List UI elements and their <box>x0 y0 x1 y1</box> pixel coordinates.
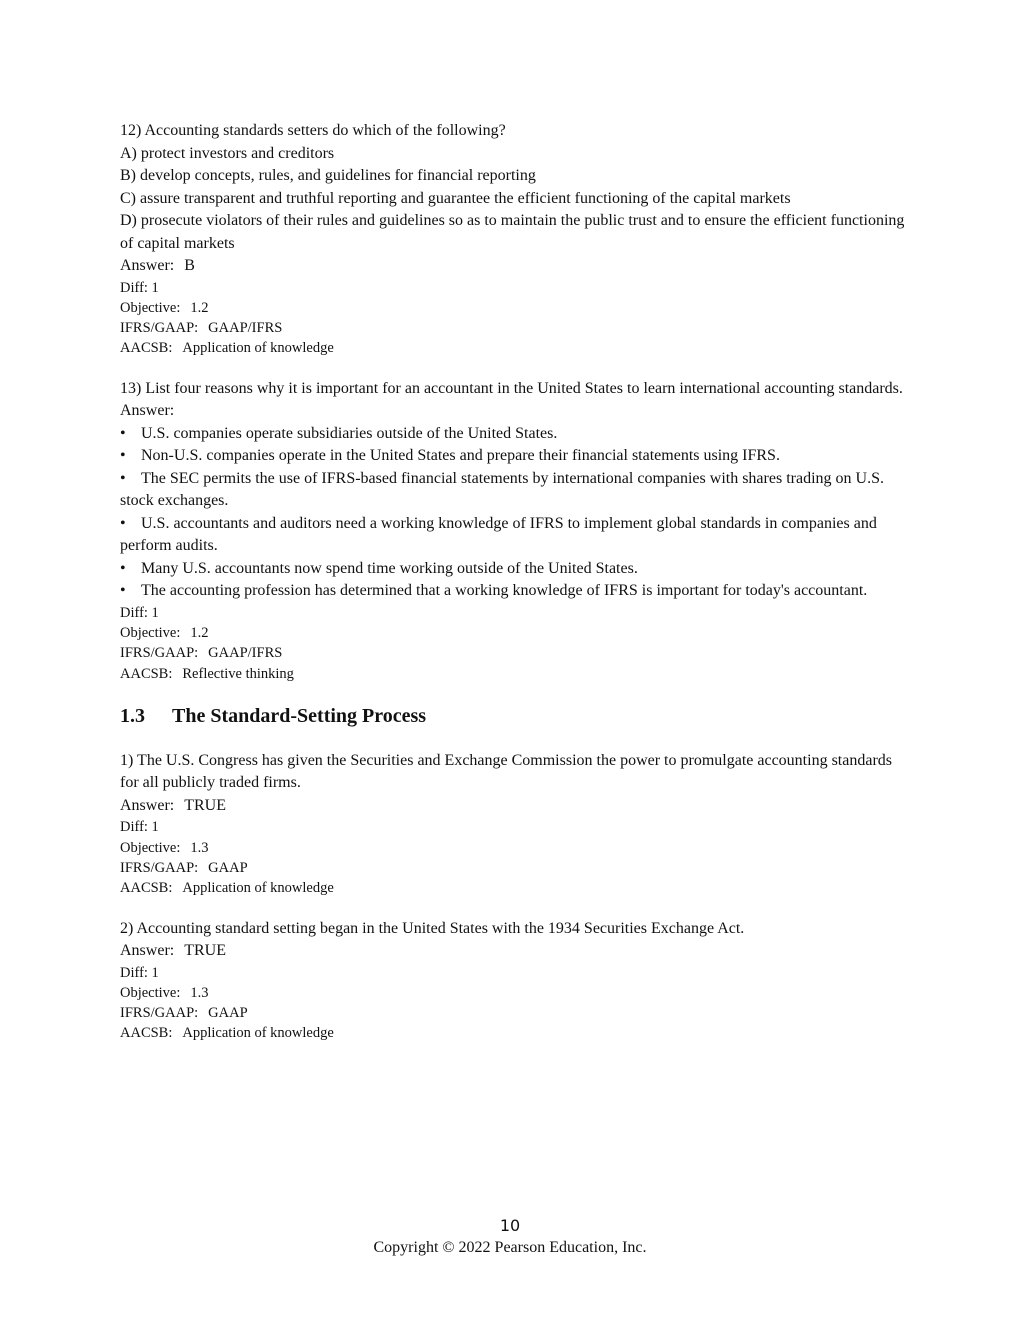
answer-value: TRUE <box>184 796 226 814</box>
objective-line <box>120 298 910 318</box>
option-d: D) prosecute violators of their rules and guidelines so as to maintain the public trust and to ensure the efficient functioning of capital markets <box>120 212 905 252</box>
answer-value: TRUE <box>184 942 226 960</box>
ifrs-gaap-label: IFRS/GAAP: <box>120 320 199 337</box>
diff-line: Diff: 1 <box>120 279 159 296</box>
objective-line <box>120 983 910 1003</box>
answer-line <box>120 795 910 818</box>
aacsb-line <box>120 338 910 358</box>
ifrs-gaap-value: GAAP <box>208 859 248 876</box>
ifrs-gaap-line <box>120 1003 910 1023</box>
bullet-text: The accounting profession has determined that a working knowledge of IFRS is important for today's accountant. <box>141 582 868 600</box>
question-prompt: 12) Accounting standards setters do which of the following? <box>120 122 506 139</box>
bullet-text: U.S. companies operate subsidiaries outside of the United States. <box>141 424 558 442</box>
bullet-item <box>120 580 910 603</box>
answer-label: Answer: <box>120 402 175 420</box>
answer-value: B <box>184 257 195 274</box>
bullet-item <box>120 423 910 446</box>
objective-label: Objective: <box>120 984 181 1001</box>
copyright-notice: Copyright © 2022 Pearson Education, Inc. <box>373 1239 647 1256</box>
option-a: A) protect investors and creditors <box>120 144 335 162</box>
bullet-icon: • <box>120 582 126 600</box>
answer-label: Answer: <box>120 796 175 814</box>
aacsb-value: Reflective thinking <box>182 665 294 682</box>
bullet-icon: • <box>120 514 126 532</box>
option-b: B) develop concepts, rules, and guidelines for financial reporting <box>120 167 536 184</box>
bullet-text: U.S. accountants and auditors need a working knowledge of IFRS to implement global standards in companies and perform audits. <box>120 514 877 555</box>
ifrs-gaap-line <box>120 643 910 663</box>
objective-value: 1.3 <box>190 984 209 1001</box>
diff-line: Diff: 1 <box>120 604 159 621</box>
question-2 <box>120 918 910 1044</box>
answer-label: Answer: <box>120 942 175 960</box>
objective-label: Objective: <box>120 299 181 316</box>
question-13 <box>120 378 910 684</box>
ifrs-gaap-label: IFRS/GAAP: <box>120 645 199 662</box>
ifrs-gaap-value: GAAP <box>208 1005 248 1022</box>
objective-label: Objective: <box>120 624 181 641</box>
objective-value: 1.3 <box>190 839 209 856</box>
bullet-icon: • <box>120 447 126 465</box>
ifrs-gaap-value: GAAP/IFRS <box>208 645 283 662</box>
aacsb-label: AACSB: <box>120 880 173 897</box>
bullet-item <box>120 513 910 558</box>
aacsb-line <box>120 664 910 684</box>
ifrs-gaap-label: IFRS/GAAP: <box>120 859 199 876</box>
section-title: The Standard-Setting Process <box>172 704 427 727</box>
ifrs-gaap-line <box>120 318 910 338</box>
answer-label: Answer: <box>120 257 175 274</box>
aacsb-line <box>120 878 910 898</box>
bullet-item <box>120 445 910 468</box>
objective-value: 1.2 <box>190 299 209 316</box>
answer-line <box>120 255 910 278</box>
aacsb-label: AACSB: <box>120 340 173 357</box>
objective-value: 1.2 <box>190 624 209 641</box>
bullet-icon: • <box>120 424 126 442</box>
aacsb-value: Application of knowledge <box>182 1025 334 1042</box>
section-heading <box>120 703 910 729</box>
question-prompt: 13) List four reasons why it is important for an accountant in the United States to learn international accounting standards. <box>120 379 903 397</box>
ifrs-gaap-line <box>120 858 910 878</box>
aacsb-value: Application of knowledge <box>182 880 334 897</box>
objective-line <box>120 623 910 643</box>
answer-line <box>120 940 910 963</box>
diff-line: Diff: 1 <box>120 819 159 836</box>
bullet-text: The SEC permits the use of IFRS-based financial statements by international companies with shares trading on U.S. stock exchanges. <box>120 469 884 510</box>
question-prompt: 2) Accounting standard setting began in the United States with the 1934 Securities Exchange Act. <box>120 919 745 937</box>
bullet-text: Non-U.S. companies operate in the United States and prepare their financial statements using IFRS. <box>141 447 780 465</box>
aacsb-value: Application of knowledge <box>182 340 334 357</box>
ifrs-gaap-label: IFRS/GAAP: <box>120 1005 199 1022</box>
question-12 <box>120 120 910 359</box>
section-number: 1.3 <box>120 704 145 727</box>
diff-line: Diff: 1 <box>120 964 159 981</box>
bullet-icon: • <box>120 469 126 487</box>
aacsb-label: AACSB: <box>120 1025 173 1042</box>
bullet-item <box>120 558 910 581</box>
objective-line <box>120 838 910 858</box>
question-prompt: 1) The U.S. Congress has given the Securities and Exchange Commission the power to promulgate accounting standards for all publicly traded firms. <box>120 751 892 792</box>
aacsb-line <box>120 1023 910 1043</box>
bullet-item <box>120 468 910 513</box>
option-c: C) assure transparent and truthful reporting and guarantee the efficient functioning of the capital markets <box>120 189 791 207</box>
page-content <box>120 120 910 1063</box>
objective-label: Objective: <box>120 839 181 856</box>
ifrs-gaap-value: GAAP/IFRS <box>208 320 283 337</box>
question-1 <box>120 750 910 899</box>
page-number: 10 <box>499 1216 521 1235</box>
aacsb-label: AACSB: <box>120 665 173 682</box>
bullet-icon: • <box>120 559 126 577</box>
bullet-text: Many U.S. accountants now spend time working outside of the United States. <box>141 559 638 577</box>
